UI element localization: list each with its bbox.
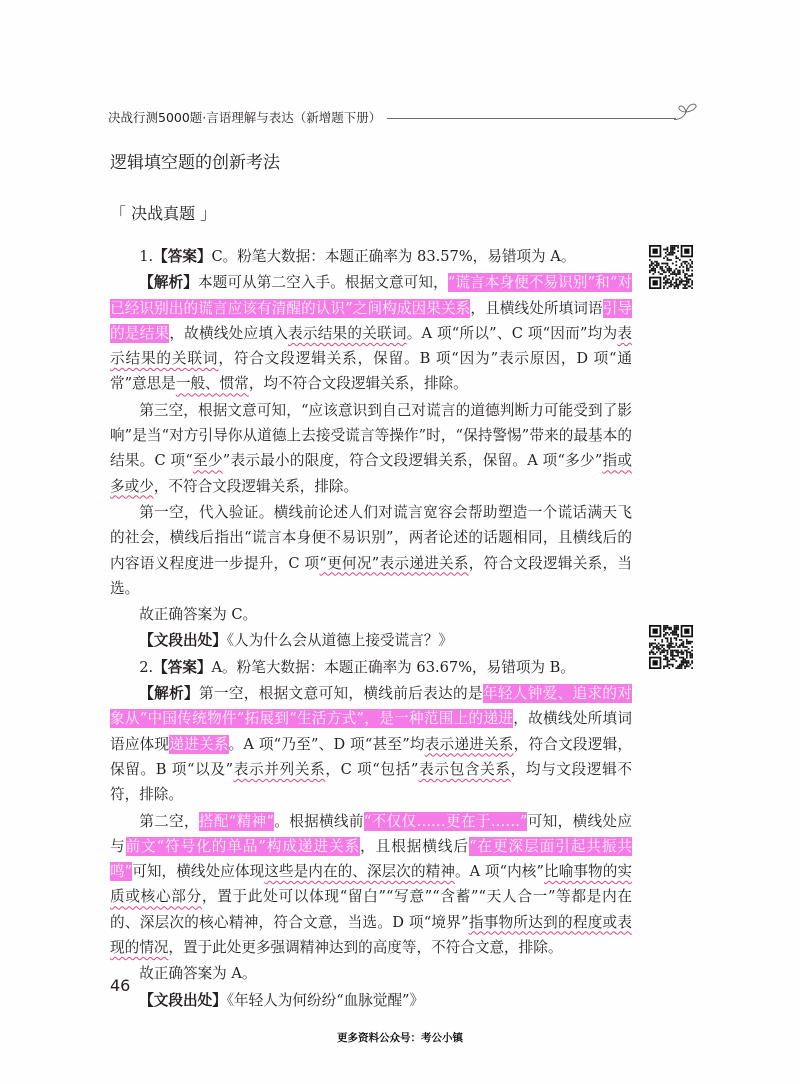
highlighted-text: 前文“符号化的单品”构成递进关系 xyxy=(125,837,361,855)
wavy-underlined-text: 比喻事物的实质或核心部分 xyxy=(110,863,632,906)
text-run: ，均与文段逻辑不符，排除。 xyxy=(110,760,632,804)
wavy-underlined-text: “更何况”表示递进关系 xyxy=(319,554,469,572)
text-run: 。A 项“所以”、C 项“因而”均为 xyxy=(406,324,618,342)
text-run: C。粉笔大数据：本题正确率为 83.57%，易错项为 A。 xyxy=(211,248,576,265)
text-run: ，置于此处可以体现“留白”“写意”“含蓄”“天人合一”等都是内在的、深层次的核心精神，符合文意，当选。D 项“境界” xyxy=(110,888,632,931)
text-run: 1. xyxy=(139,248,154,265)
qr-code-icon[interactable] xyxy=(649,245,693,289)
highlighted-text: 年轻人钟爱、追求的对象从“中国传统物件”拓展到“生活方式”，是一种范围上的递进 xyxy=(110,685,632,728)
block-label: 「 决战真题 」 xyxy=(110,204,217,223)
wavy-underlined-text: 指事物所达到的程度或表现的情况 xyxy=(110,913,632,957)
text-run: ，符合文段逻辑关系，当选。 xyxy=(110,554,632,597)
text-run: ，且横线处所填词语 xyxy=(470,299,603,317)
text-run: ，且根据横线后 xyxy=(360,837,469,855)
text-run: ，置于此处更多强调精神达到的高度等，不符合文意，排除。 xyxy=(168,939,563,957)
text-run: 第一空，根据文意可知，横线前后表达的是 xyxy=(198,685,483,703)
text-run: 第二空， xyxy=(139,812,199,830)
text-run: ，故横线处所填词语应体现 xyxy=(110,710,632,753)
wavy-underlined-text: 至少 xyxy=(192,452,223,470)
text-run: ，符合文段逻辑关系，保留。B 项“因为”表示原因，D 项“通常”意思是 xyxy=(110,350,632,393)
bold-label: 【文段出处】 xyxy=(139,632,227,650)
text-run: 第一空，代入验证。横线前论述人们对谎言宽容会帮助塑造一个谎话满天飞的社会，横线后指出“谎言本身便不易识别”，两者论述的话题相同，且横线后的内容语义程度进一步提升，C 项 xyxy=(110,503,632,572)
text-run: ，C 项“包括” xyxy=(325,760,419,778)
text-run: A。粉笔大数据：本题正确率为 63.67%，易错项为 B。 xyxy=(211,658,575,676)
running-header xyxy=(108,104,700,130)
q2-source xyxy=(110,988,632,1013)
wavy-underlined-text: 指或多或少 xyxy=(110,452,632,495)
answer-explanations xyxy=(110,244,632,1014)
text-run: ，不符合文段逻辑关系，排除。 xyxy=(153,477,359,495)
text-run: 《人为什么会从道德上接受谎言？》 xyxy=(226,632,453,650)
wavy-underlined-text: 表示并列关系 xyxy=(233,760,326,778)
section-title: 逻辑填空题的创新考法 xyxy=(110,153,280,173)
text-run: 2. xyxy=(139,658,154,676)
wavy-underlined-text: 这些是内在的、深层次的精神 xyxy=(264,863,455,881)
text-run: 。A 项“乃至”、D 项“甚至”均 xyxy=(228,735,425,753)
highlighted-text: “谎言本身便不易识别”和“对已经识别出的谎言应该有清醒的认识”之间构成因果关系 xyxy=(110,274,632,317)
page-number: 46 xyxy=(110,976,131,995)
text-run: ，故横线处应填入 xyxy=(169,324,289,342)
bold-label: 【解析】 xyxy=(139,685,199,703)
text-run: 故正确答案为 C。 xyxy=(139,606,258,624)
bold-label: 【文段出处】 xyxy=(139,991,227,1009)
q1-analysis xyxy=(110,270,632,396)
wavy-underlined-text: 表示结果的关联词 xyxy=(288,324,407,342)
bold-label: 【解析】 xyxy=(139,274,198,292)
sprout-icon xyxy=(674,97,700,123)
text-run: 第三空，根据文意可知，“应该意识到自己对谎言的道德判断力可能受到了影响”是当“对方引导你从道德上去接受谎言等操作”时，“保持警惕”带来的最基本的结果。C 项“ xyxy=(110,401,632,470)
highlighted-text: 搭配“精神” xyxy=(198,812,274,830)
q2-conclusion xyxy=(110,961,632,986)
wavy-underlined-text: 一般、惯常 xyxy=(175,375,249,393)
header-rule xyxy=(387,118,676,119)
q2-answer xyxy=(110,655,632,680)
highlighted-text: 引导的是结果 xyxy=(110,299,632,342)
text-run: 可知，横线处应与 xyxy=(110,812,632,855)
q1-first-blank xyxy=(110,500,632,601)
text-run: ，符合文段逻辑，保留。B 项“以及” xyxy=(110,735,632,778)
text-run: 本题可从第二空入手。根据文意可知， xyxy=(197,274,448,292)
q1-third-blank xyxy=(110,398,632,499)
text-run: ”表示最小的限度，符合文段逻辑关系，保留。A 项“多少” xyxy=(222,452,603,470)
q1-conclusion xyxy=(110,602,632,627)
text-run: 《年轻人为何纷纷“血脉觉醒”》 xyxy=(226,991,425,1009)
q2-second-blank xyxy=(110,809,632,961)
text-run: 可知，横线处应体现 xyxy=(132,863,265,881)
header-title: 决战行测5000题·言语理解与表达（新增题下册） xyxy=(108,110,382,125)
wavy-underlined-text: 表示递进关系 xyxy=(424,735,514,753)
text-run: 故正确答案为 A。 xyxy=(139,965,257,983)
highlighted-text: “在更深层面引起共振共鸣” xyxy=(110,837,632,881)
wavy-underlined-text: 表示结果的关联词 xyxy=(110,324,632,368)
q2-analysis xyxy=(110,681,632,807)
wavy-underlined-text: 表示包含关系 xyxy=(418,760,511,778)
text-run: 。根据横线前 xyxy=(273,812,364,830)
bold-label: 【答案】 xyxy=(153,248,212,265)
text-run: ，均不符合文段逻辑关系，排除。 xyxy=(248,375,468,393)
footer-note: 更多资料公众号：考公小镇 xyxy=(337,1032,463,1044)
q1-source xyxy=(110,628,632,653)
text-run: 。A 项“内核” xyxy=(455,863,544,881)
highlighted-text: 递进关系 xyxy=(169,735,229,753)
qr-code-icon[interactable] xyxy=(649,625,693,669)
q1-answer xyxy=(110,244,632,269)
bold-label: 【答案】 xyxy=(153,658,212,676)
highlighted-text: “不仅仅……更在于……” xyxy=(363,812,528,830)
